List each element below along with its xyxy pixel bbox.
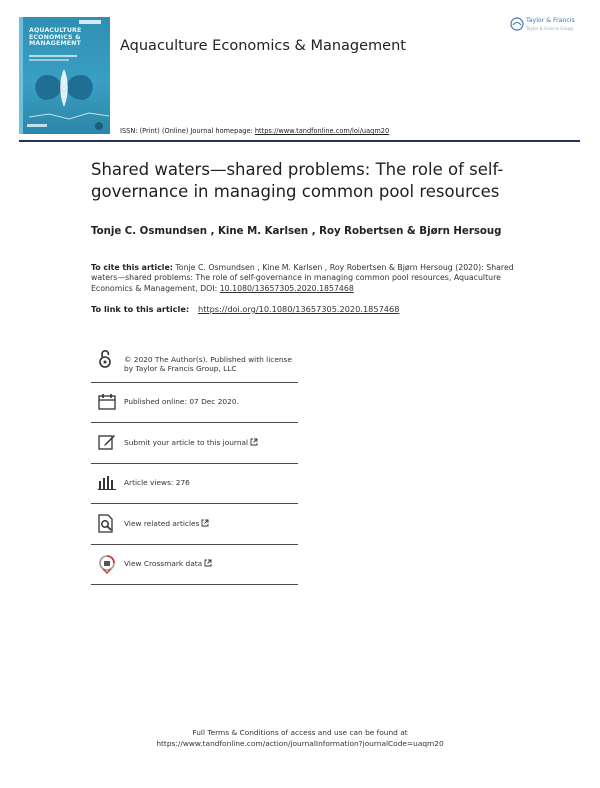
journal-title: Aquaculture Economics & Management bbox=[120, 38, 406, 54]
article-title: Shared waters—shared problems: The role of self-governance in managing common pool resources bbox=[91, 160, 504, 201]
published-row bbox=[91, 383, 298, 423]
external-link-icon bbox=[204, 559, 212, 567]
calendar-icon bbox=[98, 393, 116, 410]
journal-homepage-link[interactable]: https://www.tandfonline.com/loi/uaqm20 bbox=[254, 127, 390, 135]
external-link-icon bbox=[250, 438, 258, 446]
edit-icon bbox=[98, 433, 116, 450]
crossmark-icon bbox=[98, 554, 116, 574]
footer-terms-text: Full Terms & Conditions of access and use can be found at bbox=[192, 728, 408, 737]
article-info-list bbox=[91, 343, 298, 585]
publisher-logo-text: Taylor & Francis bbox=[526, 17, 575, 24]
open-access-icon bbox=[98, 349, 112, 369]
issn-text: ISSN: (Print) (Online) Journal homepage: bbox=[120, 127, 255, 135]
publisher-logo[interactable] bbox=[510, 16, 585, 38]
article-doi-url[interactable]: https://doi.org/10.1080/13657305.2020.1857468 bbox=[198, 304, 400, 314]
crossmark-link[interactable] bbox=[124, 559, 212, 568]
cover-title bbox=[29, 28, 109, 48]
header-divider bbox=[19, 140, 580, 142]
crossmark-row[interactable] bbox=[91, 545, 298, 585]
cover-title-line: ECONOMICS & bbox=[29, 33, 81, 41]
related-articles-icon bbox=[98, 514, 114, 533]
related-articles-row[interactable] bbox=[91, 504, 298, 545]
crossmark-label: View Crossmark data bbox=[124, 559, 203, 568]
license-row bbox=[91, 343, 298, 383]
cover-title-line: MANAGEMENT bbox=[29, 40, 81, 48]
article-authors: Tonje C. Osmundsen , Kine M. Karlsen , Roy Robertsen & Bjørn Hersoug bbox=[91, 226, 502, 237]
footer-terms-url[interactable]: https://www.tandfonline.com/action/journalInformation?journalCode=uaqm20 bbox=[156, 739, 444, 748]
submit-article-label: Submit your article to this journal bbox=[124, 438, 249, 447]
related-articles-link[interactable] bbox=[124, 519, 209, 528]
article-views-row bbox=[91, 464, 298, 504]
footer bbox=[0, 727, 600, 749]
license-text: © 2020 The Author(s). Published with license by Taylor & Francis Group, LLC bbox=[124, 355, 292, 374]
related-articles-label: View related articles bbox=[124, 519, 200, 528]
citation-label: To cite this article: bbox=[91, 263, 173, 272]
citation-block bbox=[91, 263, 516, 294]
doi-link[interactable]: 10.1080/13657305.2020.1857468 bbox=[219, 283, 354, 293]
published-date-text: Published online: 07 Dec 2020. bbox=[124, 397, 239, 406]
issn-line bbox=[120, 127, 389, 135]
journal-cover bbox=[19, 17, 110, 134]
publisher-logo-subtext: Taylor & Francis Group bbox=[526, 26, 574, 31]
publisher-logo-icon bbox=[510, 17, 524, 31]
citation-text: Tonje C. Osmundsen , Kine M. Karlsen , Roy Robertsen & Bjørn Hersoug (2020): Shared waters—shared problems: The role of self-governance in managing common pool resources, Aquaculture Economics & Management, DOI: bbox=[91, 263, 514, 293]
submit-article-link[interactable] bbox=[124, 438, 258, 447]
article-views-text: Article views: 276 bbox=[124, 478, 190, 487]
bar-chart-icon bbox=[98, 475, 116, 490]
article-link-line bbox=[91, 304, 399, 314]
external-link-icon bbox=[201, 519, 209, 527]
cover-title-line: AQUACULTURE bbox=[29, 27, 82, 34]
submit-article-row[interactable] bbox=[91, 423, 298, 464]
article-link-label: To link to this article: bbox=[91, 304, 192, 314]
